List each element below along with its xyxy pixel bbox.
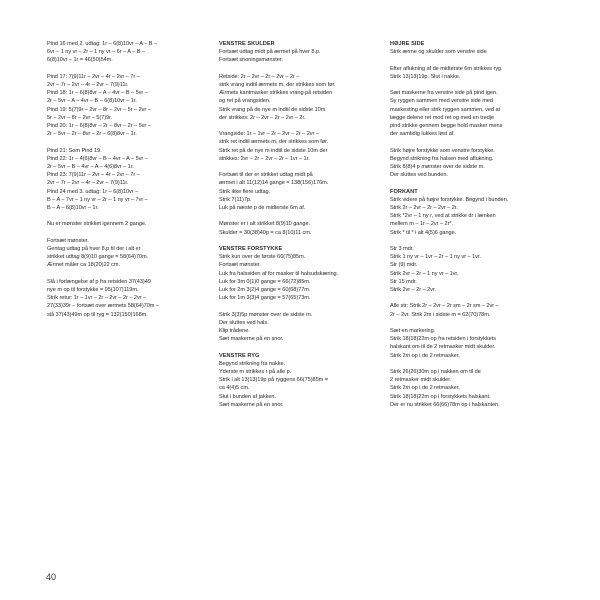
page-number: 40	[46, 572, 57, 582]
section-heading-venstre-forstykke: VENSTRE FORSTYKKE	[219, 246, 283, 252]
paragraph: Alle str: Strik 2r – 2vr – 2r sm – 2r sm – 2vr – 2r – 2vr. Strik 2m i sidste m = 62(70)78m.	[390, 303, 499, 318]
paragraph: Pind 17: 7(9)11r – 2vr – 4r – 2vr – 7r – 2vr – 7r – 2vr – 4r – 2vr – 7(9)11r. Pind 18: 1r – 6(8)8vr – A – 4vr – B – 5vr – 2r – 5vr – A – 4vr – B – 6(8)10vr – 1r. Pind 19: 5(7)9r – 2vr – 8r – 2vr – 5r – 2vr – 5r – 2vr – 8r – 2vr – 5(7)9r. Pind 20: 1r – 6(8)8vr – 2r – 8vr – 2r – 5vr – 2r – 5vr – 2r – 8vr – 2r – 6(8)8vr – 1r.	[47, 73, 151, 138]
paragraph: Strik videre på højre forstykke. Begynd i bunden. Strik 2r – 2vr – 2r – 2vr – 2r. Strik *2vr – 1 ny r, ved at strikke dr i lænken mellem m – 1r – 2vr – 2r*. Strik * til * i alt 4(5)6 gange.	[390, 196, 509, 236]
paragraph: Fortsæt udtag midt på ærmet på hver 8.p. Fortsæt snoningsmønster.	[219, 49, 321, 64]
paragraph: Sæt en markering. Strik 18(18)22m op fra retsiden i forstykkets halskant om til de 2 retmasker midt skulder. Strik 2m op i de 2 retmasker.	[390, 328, 496, 359]
paragraph: Efter aflukning af de midterste 6m strikkes ryg. Strik 13(13)19p. Slut i nakke.	[390, 65, 503, 80]
paragraph: Nu er mønster strikket igennem 2 gange.	[47, 221, 147, 228]
paragraph: Slå i forlængelse af p fra retsiden 37(43)49 nye m op til forstykke = 95(107)119m. Strik retur: 1r – 1vr – 2r – 2vr – 2r – 2vr – 27(33)39r – fortsæt over ærmets 58(64)70m – slå 37(43)49m op til ryg = 132(150)168m.	[47, 278, 159, 318]
paragraph: Pind 16 med 2. udtag: 1r – 6(8)10vr – A – B – 6vr – 1 ny vr – 2r – 1 ny vr – 6r – A – B – 6(8)10vr – 1r = 46(50)54m.	[47, 41, 158, 64]
paragraph: Begynd strikning fra nakke. Yderste m strikkes r på alle p. Strik i alt 13(13)19p på ryggens 66(75)85m = ca 4(4)5 cm. Slut i bunden af jakken. Sæt maskerne på en snor.	[219, 360, 328, 408]
paragraph: Sæt maskerne fra venstre side på pind igen. Sy ryggen sammen med venstre side med maskesting eller strik ryggen sammen, ved at lægge delene ret mod ret og med en tredje pind strikke gennem begge hold masker mens der samtidig lukkes løst af.	[390, 90, 503, 138]
column-right	[390, 40, 555, 417]
paragraph: Str 3 mdr. Strik 1 ny vr – 1vr – 2r – 1 ny vr – 1vr. Str (9) mdr. Strik 2vr – 2r – 1 ny vr – 1vr. Str 15 mdr. Strik 2vr – 2r – 2vr.	[390, 246, 481, 294]
column-left	[47, 40, 207, 327]
column-middle	[219, 40, 379, 417]
paragraph: Strik højre forstykke som venstre forstykke. Begynd strikning fra halsen med aflukning. Strik 8(8)4 p mønster over de sidste m. Der sluttes ved bunden.	[390, 147, 495, 179]
section-heading-forkant: FORKANT	[390, 188, 418, 195]
section-heading-venstre-ryg: VENSTRE RYG	[219, 352, 260, 359]
paragraph: Retside: 2r – 2vr – 2r – 2vr – 2r – strik vrang indtil ærmets m, der strikkes som før. Ærmets kantmasker strikkes vrang på retsiden og ret på vrangsiden. Strik vrang på de nye m indtil de sidste 10m der strikkes: 2r – 2vr – 2r – 2vr – 2r.	[219, 73, 336, 121]
paragraph: Mønster er i alt strikket 8(9)10 gange. Skulder = 30(38)40p = ca 8(10)11 cm.	[219, 221, 312, 236]
paragraph: Pind 21: Som Pind 19. Pind 22: 1r – 4(6)8vr – B – 4vr – A – 5vr – 2r – 5vr – B – 4vr – A – 4(6)8vr – 1r. Pind 23: 7(9)11r – 2vr – 4r – 2vr – 7r – 2vr – 7r – 2vr – 4r – 2vr – 7(9)11r. Pind 24 med 3. udtag: 1r – 6(8)10vr – B – A – 7vr – 1 ny vr – 2r – 1 ny vr – 7vr – B – A – 6(8)10vr – 1r.	[47, 147, 148, 212]
paragraph: Fortsæt mønster. Gentag udtag på hver 8.p til der i alt er strikket udtag 8(9)10 gange = 58(64)70m. Ærmet måler ca 18(20)22 cm.	[47, 237, 149, 269]
section-heading-hojre-side: HØJRE SIDE	[390, 41, 425, 47]
paragraph: Vrangside: 1r – 1vr – 2r – 2vr – 2r – 2vr – strik ret indtil ærmets m, der strikkes som før. Strik ret på de nye m indtil de sidste 10m der strikkes: 2vr – 2r – 2vr – 2r – 1vr – 1r.	[219, 131, 329, 162]
paragraph: Strik 26(26)30m op i nakken om til de 2 retmasker midt skulder. Strik 2m op i de 2 retmasker. Strik 18(18)22m op i forstykkets halskant. Der er nu strikket 66(66)78m op i halskanten.	[390, 369, 500, 408]
section-heading-venstre-skulder: VENSTRE SKULDER	[219, 41, 275, 47]
paragraph: Strik ærme og skulder som venstre side	[390, 49, 487, 56]
paragraph: Strik 3(3)5p mønster over de sidste m. Der sluttes ved hals. Klip trådene. Sæt maskerne på en snor.	[219, 311, 313, 343]
paragraph: Fortsæt til der er strikket udtag midt på ærmet i alt 11(12)14 gange = 138(156)176m. Strik ikke flere udtag. Strik 7(11)7p. Luk på næste p de midterste 6m af.	[219, 172, 329, 212]
paragraph: Strik kun over de første 66(75)85m. Fortsæt mønster. Luk fra halssiden af for masker til halsudskæring. Luk for 3m 0(1)0 gange = 66(72)85m. Luk for 2m 3(2)4 gange = 60(68)77m. Luk for 1m 3(3)4 gange = 57(65)73m.	[219, 254, 339, 302]
